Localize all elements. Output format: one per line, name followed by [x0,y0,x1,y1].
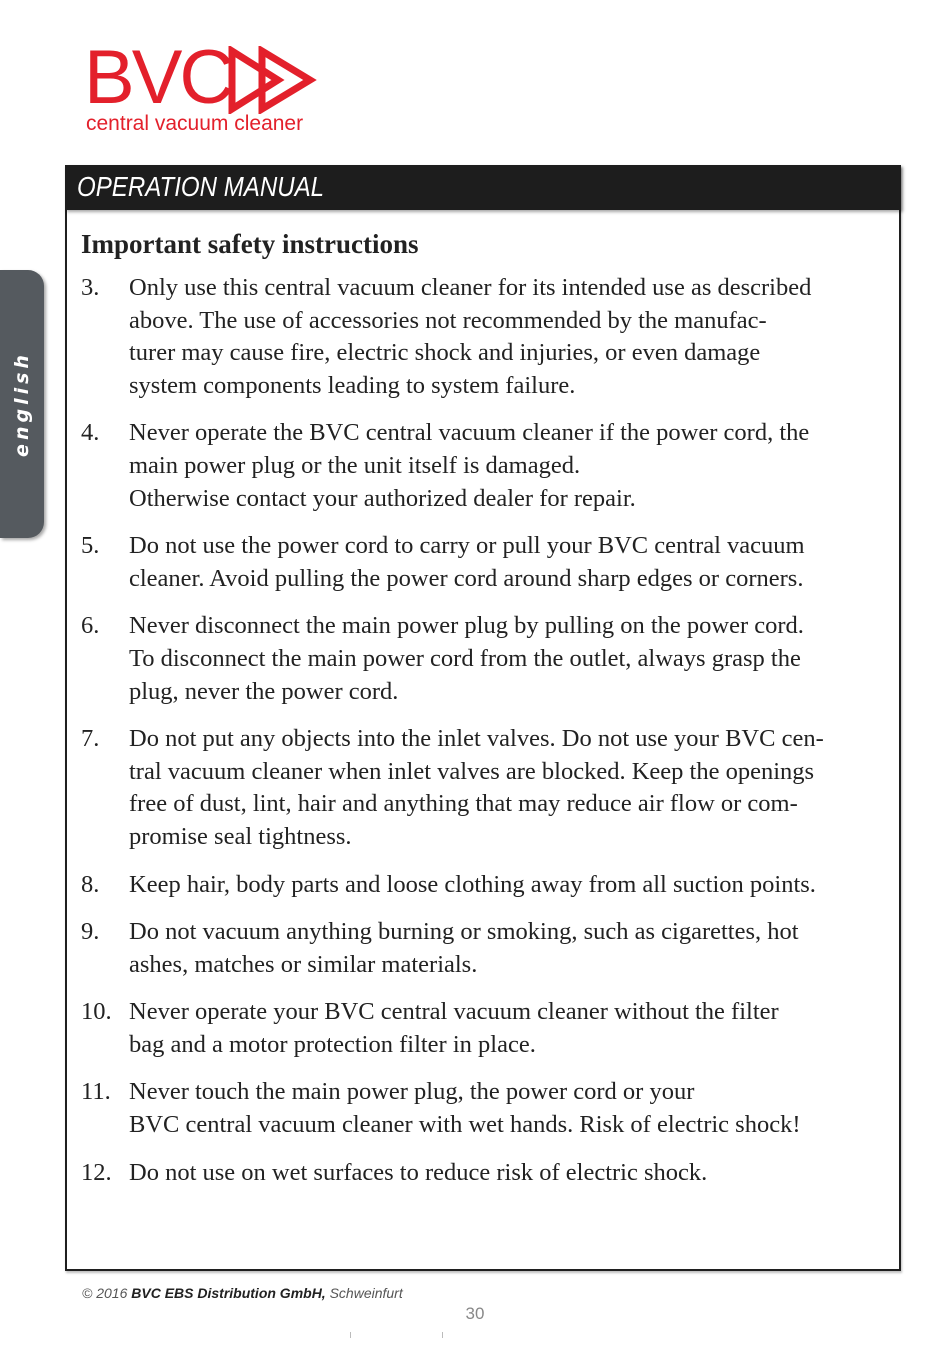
instruction-number: 6. [81,612,100,640]
instruction-text: Do not vacuum anything burning or smoking, such as cigarettes, hot ashes, matches or similar materials. [129,918,799,978]
instruction-text: Only use this central vacuum cleaner for its intended use as described above. The use of accessories not recommended by the manufac- turer may cause fire, electric shock and injuries, or even damage system components leading to system failure. [129,274,812,399]
instruction-text: Never touch the main power plug, the power cord or your BVC central vacuum cleaner with wet hands. Risk of electric shock! [129,1078,801,1139]
instruction-number: 12. [81,1158,112,1186]
instruction-number: 11. [81,1078,111,1106]
instruction-text: Never disconnect the main power plug by pulling on the power cord. To disconnect the main power cord from the outlet, always grasp the plug, never the power cord. [129,612,804,705]
brand-name: BVC [84,35,232,120]
page-number: 30 [465,1304,485,1323]
instruction-number: 5. [81,532,100,560]
instruction-item [81,1076,887,1141]
company-name: BVC EBS Distribution GmbH, [131,1285,326,1301]
instruction-item [81,530,887,595]
instruction-item [81,996,887,1061]
brand-logo [84,35,324,140]
instruction-item [81,1157,887,1190]
instruction-text: Do not put any objects into the inlet valves. Do not use your BVC cen- tral vacuum cleaner when inlet valves are blocked. Keep the openings free of dust, lint, hair and anything that may reduce air flow or com- promise seal tightness. [129,725,824,850]
instruction-number: 9. [81,918,100,946]
instruction-item [81,272,887,402]
instruction-text: Never operate the BVC central vacuum cleaner if the power cord, the main power plug or the unit itself is damaged. Otherwise contact your authorized dealer for repair. [129,419,810,512]
instruction-text: Do not use the power cord to carry or pull your BVC central vacuum cleaner. Avoid pulling the power cord around sharp edges or corners. [129,532,805,592]
instruction-text: Keep hair, body parts and loose clothing away from all suction points. [129,870,816,898]
language-tab [0,270,44,538]
instruction-number: 3. [81,274,100,301]
instruction-item [81,916,887,981]
instruction-list [81,272,887,1204]
company-city: Schweinfurt [329,1285,403,1301]
brand-tagline: central vacuum cleaner [86,112,304,135]
crop-mark [442,1332,443,1338]
double-play-arrow-logo-icon [226,46,318,114]
crop-mark [350,1332,351,1338]
instruction-number: 8. [81,870,100,898]
copyright-notice: © 2016 [82,1285,128,1301]
instruction-text: Do not use on wet surfaces to reduce risk of electric shock. [129,1158,708,1186]
section-title: Important safety instructions [81,229,419,259]
instruction-item [81,869,887,902]
instruction-number: 7. [81,725,100,753]
instruction-number: 4. [81,419,100,447]
instruction-item [81,723,887,853]
instruction-number: 10. [81,998,112,1026]
instruction-item [81,610,887,708]
footer-copyright [82,1285,403,1301]
content-frame [65,165,901,1271]
header-bar [65,165,901,210]
page-title: OPERATION MANUAL [77,171,325,202]
instruction-text: Never operate your BVC central vacuum cleaner without the filter bag and a motor protection filter in place. [129,998,779,1058]
instruction-item [81,417,887,515]
language-tab-label: english [11,351,33,457]
